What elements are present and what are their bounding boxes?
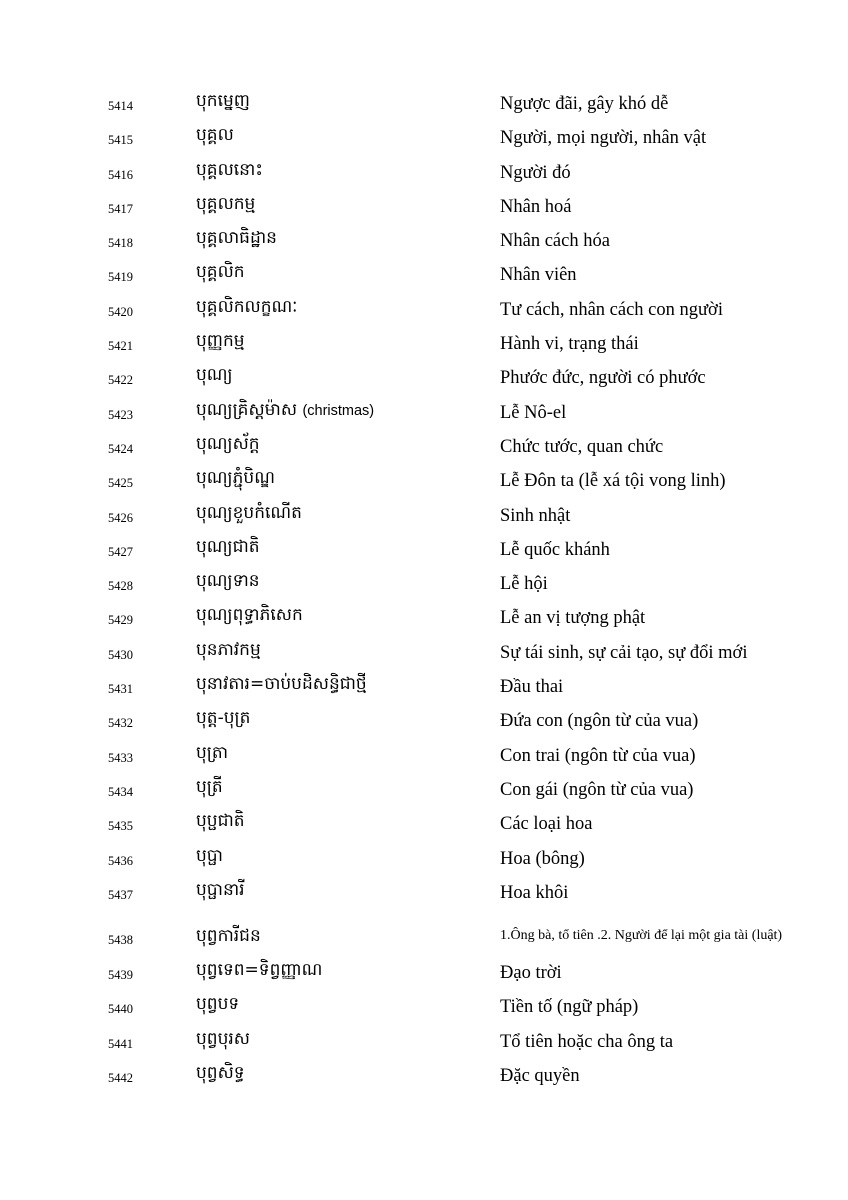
vietnamese-definition: 1.Ông bà, tổ tiên .2. Người để lại một gia tài (luật) [500,928,783,944]
vietnamese-definition: Ngược đãi, gây khó dễ [500,94,669,114]
entry-row [0,362,848,396]
entry-number: 5418 [108,236,133,251]
entry-row [0,843,848,877]
entry-number: 5442 [108,1071,133,1086]
entry-row [0,877,848,911]
khmer-term: បុណ្យពុទ្ធាភិសេក [196,605,303,626]
entry-row [0,740,848,774]
entry-number: 5428 [108,579,133,594]
khmer-term: បុគ្គលាធិដ្ឋាន [196,228,277,249]
entry-row [0,397,848,431]
khmer-term: បុព្វបទ [196,994,240,1015]
entry-row [0,122,848,156]
vietnamese-definition: Tổ tiên hoặc cha ông ta [500,1031,674,1052]
vietnamese-definition: Sinh nhật [500,505,571,526]
khmer-term: បុគ្គល [196,125,234,146]
entry-number: 5432 [108,716,133,731]
entry-number: 5426 [108,510,133,525]
entry-number: 5439 [108,968,133,983]
khmer-term: បុប្ផជាតិ [196,811,245,832]
khmer-term: បុត្ត-បុត្រ [196,708,251,729]
vietnamese-definition: Con trai (ngôn từ của vua) [500,745,696,766]
khmer-term: បុណ្យស័ក្ត [196,433,260,454]
entry-row [0,225,848,259]
entry-number: 5414 [108,99,133,113]
entry-number: 5419 [108,270,133,285]
entry-number: 5436 [108,853,133,868]
vietnamese-definition: Hoa khôi [500,882,569,903]
vietnamese-definition: Đặc quyền [500,1066,580,1087]
khmer-term: បុព្វទេព=ទិព្វញ្ញាណ [196,960,323,981]
khmer-term: បុណ្យភ្ជុំបិណ្ឌ [196,468,275,489]
entry-number: 5421 [108,339,133,354]
khmer-term-text: បុណ្យគ្រិស្តម៉ាស [196,399,298,420]
khmer-term [196,399,374,424]
vietnamese-definition: Hoa (bông) [500,848,585,869]
entry-number: 5438 [108,933,133,948]
entry-number: 5440 [108,1002,133,1017]
entry-row [0,957,848,991]
vietnamese-definition: Chức tước, quan chức [500,436,664,457]
entry-row [0,191,848,225]
entry-number: 5435 [108,819,133,834]
khmer-term: បុគ្គលិកលក្ខណៈ [196,296,298,317]
vietnamese-definition: Hành vi, trạng thái [500,334,639,355]
entry-row [0,465,848,499]
entry-row [0,991,848,1025]
entry-number: 5422 [108,373,133,388]
khmer-term: បុញ្ញកម្ម [196,331,245,352]
khmer-term: បុណ្យជាតិ [196,536,260,557]
khmer-term: បុកម្នេញ [196,91,250,111]
vietnamese-definition: Lễ quốc khánh [500,539,610,560]
entry-number: 5424 [108,441,133,456]
entry-row [0,534,848,568]
entry-number: 5423 [108,407,133,422]
entry-row [0,294,848,328]
vietnamese-definition: Nhân viên [500,265,577,286]
entry-number: 5417 [108,201,133,216]
vietnamese-definition: Đầu thai [500,677,564,698]
khmer-term: បុប្ផានារី [196,879,245,900]
entry-row [0,328,848,362]
khmer-term: បុណ្យ [196,365,233,386]
khmer-term: បុប្ផា [196,845,223,866]
vietnamese-definition: Đứa con (ngôn từ của vua) [500,711,699,732]
khmer-term: បុនាវតារ=ចាប់បដិសន្ធិជាថ្មី [196,674,367,695]
entry-row [0,808,848,842]
entry-number: 5441 [108,1036,133,1051]
vietnamese-definition: Đạo trời [500,963,562,984]
khmer-term: បុណ្យខួបកំណើត [196,502,302,523]
khmer-term: បុព្វសិទ្ធ [196,1063,245,1084]
entry-number: 5431 [108,682,133,697]
entry-row [0,911,848,957]
khmer-term: បុត្រា [196,742,229,763]
entry-number: 5415 [108,133,133,148]
entry-number: 5420 [108,304,133,319]
entry-number: 5434 [108,784,133,799]
entry-row [0,259,848,293]
entry-list [0,88,848,1094]
vietnamese-definition: Người đó [500,162,571,183]
entry-row [0,1026,848,1060]
entry-number: 5416 [108,167,133,182]
vietnamese-definition: Nhân cách hóa [500,231,610,252]
khmer-term: បុព្វបុរស [196,1028,250,1049]
entry-number: 5437 [108,887,133,902]
khmer-term: បុនភាវកម្ម [196,639,261,660]
entry-row [0,671,848,705]
vietnamese-definition: Tư cách, nhân cách con người [500,299,723,320]
vietnamese-definition: Lễ an vị tượng phật [500,608,646,629]
khmer-term: បុគ្គលនោះ [196,159,263,180]
entry-row [0,88,848,122]
khmer-term: បុព្វការីជន [196,926,261,947]
entry-row [0,1060,848,1094]
entry-number: 5429 [108,613,133,628]
entry-row [0,500,848,534]
khmer-term: បុគ្គលិក [196,262,245,283]
vietnamese-definition: Sự tái sinh, sự cải tạo, sự đổi mới [500,642,748,663]
khmer-term-note: (christmas) [302,402,375,419]
khmer-term: បុគ្គលកម្ម [196,193,256,214]
entry-number: 5427 [108,544,133,559]
entry-number: 5425 [108,476,133,491]
entry-row [0,431,848,465]
vietnamese-definition: Tiền tố (ngữ pháp) [500,997,639,1018]
vietnamese-definition: Lễ Nô-el [500,402,567,423]
entry-number: 5433 [108,750,133,765]
vietnamese-definition: Các loại hoa [500,814,593,835]
entry-row [0,568,848,602]
entry-row [0,705,848,739]
entry-row [0,157,848,191]
vietnamese-definition: Lễ hội [500,574,548,595]
entry-row [0,774,848,808]
vietnamese-definition: Người, mọi người, nhân vật [500,128,707,149]
entry-number: 5430 [108,647,133,662]
entry-row [0,602,848,636]
entry-row [0,637,848,671]
khmer-term: បុត្រី [196,776,223,797]
vietnamese-definition: Con gái (ngôn từ của vua) [500,779,694,800]
vietnamese-definition: Nhân hoá [500,196,572,217]
khmer-term: បុណ្យទាន [196,571,260,592]
vietnamese-definition: Phước đức, người có phước [500,368,706,389]
vietnamese-definition: Lễ Đôn ta (lễ xá tội vong linh) [500,471,726,492]
